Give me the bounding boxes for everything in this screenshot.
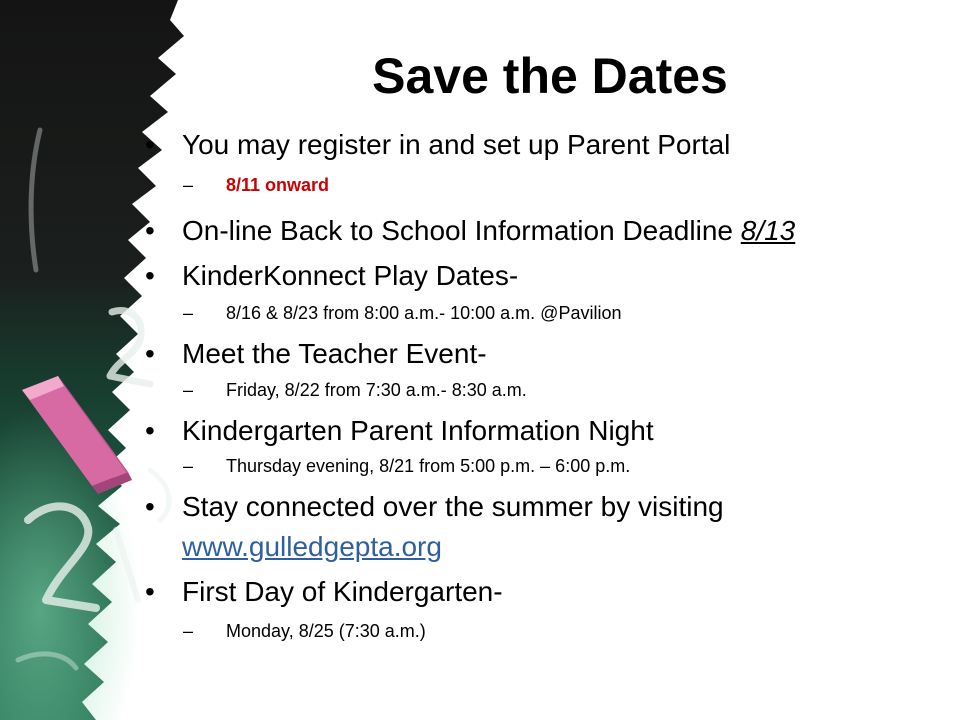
item-text: Kindergarten Parent Information Night bbox=[182, 415, 654, 446]
bullet-icon: • bbox=[145, 576, 155, 607]
bullet-icon: • bbox=[145, 215, 155, 246]
sub-item-text: 8/11 onward bbox=[226, 175, 330, 195]
sub-list-item bbox=[183, 302, 622, 324]
list-item bbox=[145, 414, 654, 448]
sub-item-text: 8/16 & 8/23 from 8:00 a.m.- 10:00 a.m. @Pavilion bbox=[226, 303, 622, 323]
item-text: You may register in and set up Parent Portal bbox=[182, 129, 731, 160]
website-link-line bbox=[182, 530, 442, 564]
sub-item-text: Monday, 8/25 (7:30 a.m.) bbox=[226, 621, 426, 641]
sub-list-item bbox=[183, 379, 527, 401]
dash-icon: – bbox=[183, 303, 194, 323]
item-text: KinderKonnect Play Dates- bbox=[182, 260, 519, 291]
sub-item-text: Thursday evening, 8/21 from 5:00 p.m. – 6:00 p.m. bbox=[226, 456, 631, 476]
list-item bbox=[145, 337, 487, 371]
bullet-icon: • bbox=[145, 491, 155, 522]
list-item bbox=[145, 259, 519, 293]
list-item bbox=[145, 575, 503, 609]
bullet-icon: • bbox=[145, 338, 155, 369]
item-text: Meet the Teacher Event- bbox=[182, 338, 487, 369]
dash-icon: – bbox=[183, 175, 194, 195]
pta-website-link[interactable]: www.gulledgepta.org bbox=[182, 531, 442, 562]
sub-item-text: Friday, 8/22 from 7:30 a.m.- 8:30 a.m. bbox=[226, 380, 527, 400]
sub-list-item bbox=[183, 455, 631, 477]
bullet-icon: • bbox=[145, 260, 155, 291]
slide-title: Save the Dates bbox=[372, 48, 728, 104]
dash-icon: – bbox=[183, 621, 194, 641]
dash-icon: – bbox=[183, 380, 194, 400]
item-text: First Day of Kindergarten- bbox=[182, 576, 503, 607]
bullet-icon: • bbox=[145, 415, 155, 446]
list-item bbox=[145, 214, 796, 248]
list-item bbox=[145, 490, 724, 524]
list-item bbox=[145, 128, 731, 162]
item-text: On-line Back to School Information Deadline bbox=[182, 215, 741, 246]
sub-list-item bbox=[183, 174, 330, 196]
item-text: Stay connected over the summer by visiting bbox=[182, 491, 724, 522]
dash-icon: – bbox=[183, 456, 194, 476]
deadline-date: 8/13 bbox=[740, 215, 796, 246]
bullet-icon: • bbox=[145, 129, 155, 160]
sub-list-item bbox=[183, 620, 426, 642]
